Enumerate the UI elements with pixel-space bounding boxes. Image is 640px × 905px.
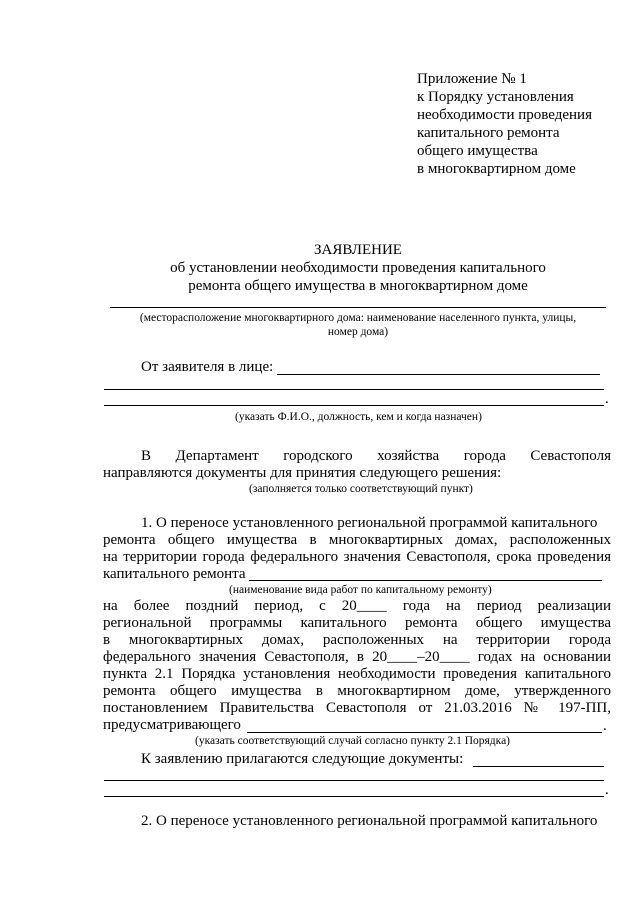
case-field-line[interactable] [247, 732, 602, 733]
attachments-field-line[interactable] [104, 796, 604, 797]
item1-line: предусматривающего [103, 717, 241, 733]
applicant-dot: . [605, 391, 609, 407]
item1-line: постановлением Правительства Севастополя от 21.03.2016 № 197-ПП, [103, 700, 611, 716]
item1-line: ремонта общего имущества в многоквартирном доме, утвержденного [103, 683, 611, 699]
title-subline: ремонта общего имущества в многоквартирном доме [188, 278, 528, 294]
attachments-field-line[interactable] [473, 766, 604, 767]
attachments-dot: . [605, 782, 609, 798]
appendix-line: в многоквартирном доме [417, 161, 576, 177]
case-dot: . [603, 718, 607, 734]
appendix-block [417, 70, 592, 178]
applicant-field-line[interactable] [104, 389, 604, 390]
item1-line: федерального значения Севастополя, в 20____–20____ годах на основании [103, 649, 611, 665]
appendix-line: к Порядку установления [417, 89, 574, 105]
appendix-line: общего имущества [417, 143, 538, 159]
attachments-field-line[interactable] [104, 780, 604, 781]
appendix-line: капитального ремонта [417, 125, 560, 141]
title-subline: об установлении необходимости проведения капитального [170, 260, 546, 276]
applicant-label: От заявителя в лице: [141, 359, 274, 375]
applicant-field-line[interactable] [277, 374, 600, 375]
item2-line: 2. О переносе установленного региональной программой капитального [141, 813, 598, 829]
applicant-field-line[interactable] [104, 405, 604, 406]
item1-line: в многоквартирных домах, расположенных на территории города [103, 632, 611, 648]
case-hint: (указать соответствующий случай согласно пункту 2.1 Порядка) [195, 735, 511, 747]
intro-line: направляются документы для принятия следующего решения: [103, 465, 502, 481]
applicant-hint: (указать Ф.И.О., должность, кем и когда назначен) [235, 411, 482, 423]
works-field-line[interactable] [249, 580, 602, 581]
item1-line: капитального ремонта [103, 566, 246, 582]
location-field-line[interactable] [110, 307, 606, 308]
intro-line: В Департамент городского хозяйства города Севастополя [141, 448, 611, 464]
location-hint: номер дома) [327, 326, 389, 338]
item1-line: на территории города федерального значения Севастополя, срока проведения [103, 549, 611, 565]
intro-hint: (заполняется только соответствующий пункт) [249, 483, 473, 495]
item1-line: 1. О переносе установленного региональной программой капитального [141, 515, 598, 531]
attachments-label: К заявлению прилагаются следующие документы: [141, 751, 464, 767]
document-title: ЗАЯВЛЕНИЕ [314, 242, 402, 258]
works-hint: (наименование вида работ по капитальному ремонту) [229, 584, 492, 596]
item1-line: на более поздний период, с 20____ года на период реализации [103, 598, 611, 614]
appendix-line: Приложение № 1 [417, 71, 527, 87]
item1-line: пункта 2.1 Порядка установления необходимости проведения капитального [103, 666, 611, 682]
location-hint: (месторасположение многоквартирного дома: наименование населенного пункта, улицы, [139, 312, 577, 324]
appendix-line: необходимости проведения [417, 107, 592, 123]
item1-line: региональной программы капитального ремонта общего имущества [103, 615, 611, 631]
item1-line: ремонта общего имущества в многоквартирных домах, расположенных [103, 532, 611, 548]
